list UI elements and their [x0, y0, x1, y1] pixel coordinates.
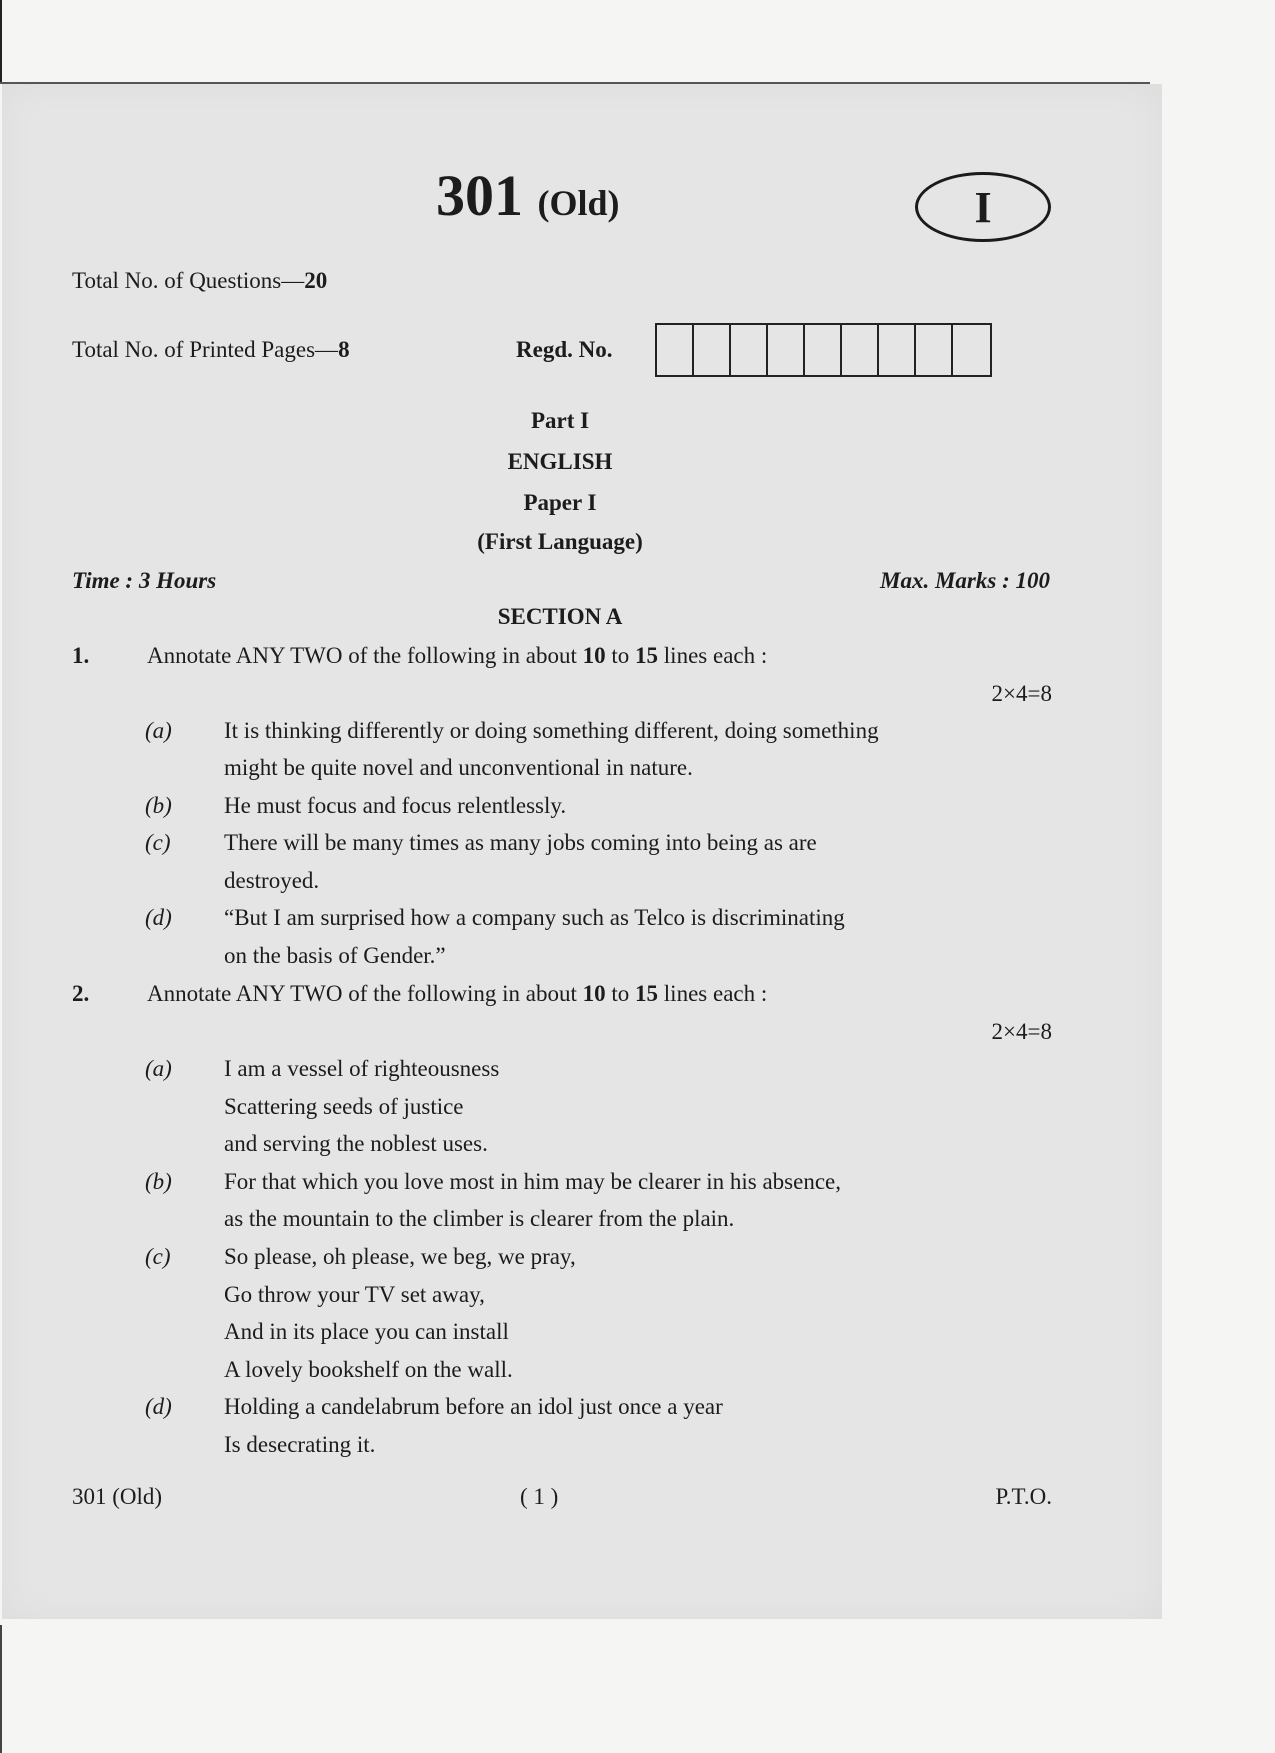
question-number: 2.	[72, 981, 90, 1006]
footer-pto: P.T.O.	[995, 1484, 1052, 1509]
regd-no-box[interactable]	[657, 325, 694, 375]
question-text-lead: Annotate ANY TWO of the following in about	[147, 643, 583, 668]
question-text-joiner: to	[605, 643, 636, 668]
page-edge-left	[0, 0, 2, 84]
option-label: (a)	[145, 1056, 172, 1081]
option-line: It is thinking differently or doing something different, doing something	[224, 718, 879, 743]
paper-code	[436, 162, 620, 229]
regd-no-box[interactable]	[916, 325, 953, 375]
regd-no-box[interactable]	[879, 325, 916, 375]
option-line: Go throw your TV set away,	[224, 1282, 485, 1307]
question-text-lead: Annotate ANY TWO of the following in about	[147, 981, 583, 1006]
question-marks: 2×4=8	[991, 1019, 1052, 1044]
option-label: (c)	[145, 1244, 171, 1269]
part-title: Part I	[530, 408, 590, 433]
total-questions	[72, 268, 327, 294]
option-line: And in its place you can install	[224, 1319, 509, 1344]
option-line: I am a vessel of righteousness	[224, 1056, 500, 1081]
exam-max-marks: Max. Marks : 100	[880, 568, 1050, 593]
paper-title: Paper I	[523, 490, 597, 515]
option-label: (a)	[145, 718, 172, 743]
option-line: A lovely bookshelf on the wall.	[224, 1357, 513, 1382]
section-heading: SECTION A	[497, 604, 623, 629]
option-line: He must focus and focus relentlessly.	[224, 793, 567, 818]
footer-page-number: ( 1 )	[520, 1484, 559, 1509]
question-text	[147, 981, 1050, 1007]
option-line: might be quite novel and unconventional in nature.	[224, 755, 693, 780]
page-edge-left-lower	[0, 1625, 2, 1753]
option-label: (d)	[145, 905, 172, 930]
paper-version-label: I	[974, 182, 992, 232]
subject-title: ENGLISH	[507, 449, 613, 474]
option-line: “But I am surprised how a company such as Telco is discriminating	[224, 905, 845, 930]
regd-no-boxes	[655, 323, 992, 377]
option-label: (c)	[145, 830, 171, 855]
regd-no-box[interactable]	[694, 325, 731, 375]
option-line: destroyed.	[224, 868, 320, 893]
question-marks: 2×4=8	[991, 681, 1052, 706]
regd-no-label: Regd. No.	[516, 337, 613, 362]
regd-no-box[interactable]	[953, 325, 990, 375]
language-title: (First Language)	[477, 529, 643, 554]
footer-paper-code: 301 (Old)	[72, 1484, 163, 1509]
question-lines-min: 10	[582, 981, 606, 1006]
question-lines-max: 15	[635, 643, 659, 668]
total-questions-value: 20	[304, 268, 328, 293]
total-pages-label: Total No. of Printed Pages—	[72, 337, 339, 362]
question-text-joiner: to	[605, 981, 636, 1006]
option-line: Holding a candelabrum before an idol just once a year	[224, 1394, 723, 1419]
question-text	[147, 643, 1050, 669]
paper-version-badge	[915, 172, 1051, 242]
option-line: as the mountain to the climber is clearer from the plain.	[224, 1206, 735, 1231]
total-questions-label: Total No. of Questions—	[72, 268, 305, 293]
regd-no-box[interactable]	[731, 325, 768, 375]
option-line: For that which you love most in him may be clearer in his absence,	[224, 1169, 842, 1194]
total-pages	[72, 337, 350, 363]
option-line: Is desecrating it.	[224, 1432, 376, 1457]
option-line: There will be many times as many jobs coming into being as are	[224, 830, 817, 855]
question-lines-max: 15	[635, 981, 659, 1006]
regd-no-box[interactable]	[768, 325, 805, 375]
option-label: (b)	[145, 793, 172, 818]
question-number: 1.	[72, 643, 90, 668]
question-lines-min: 10	[582, 643, 606, 668]
regd-no-box[interactable]	[842, 325, 879, 375]
paper-code-suffix: (Old)	[537, 183, 620, 223]
option-line: So please, oh please, we beg, we pray,	[224, 1244, 576, 1269]
total-pages-value: 8	[338, 337, 350, 362]
option-label: (d)	[145, 1394, 172, 1419]
option-line: Scattering seeds of justice	[224, 1094, 464, 1119]
exam-time: Time : 3 Hours	[72, 568, 217, 593]
option-line: on the basis of Gender.”	[224, 943, 446, 968]
question-text-tail: lines each :	[658, 643, 768, 668]
option-label: (b)	[145, 1169, 172, 1194]
regd-no-box[interactable]	[805, 325, 842, 375]
paper-code-number: 301	[436, 163, 523, 228]
option-line: and serving the noblest uses.	[224, 1131, 488, 1156]
question-text-tail: lines each :	[658, 981, 768, 1006]
